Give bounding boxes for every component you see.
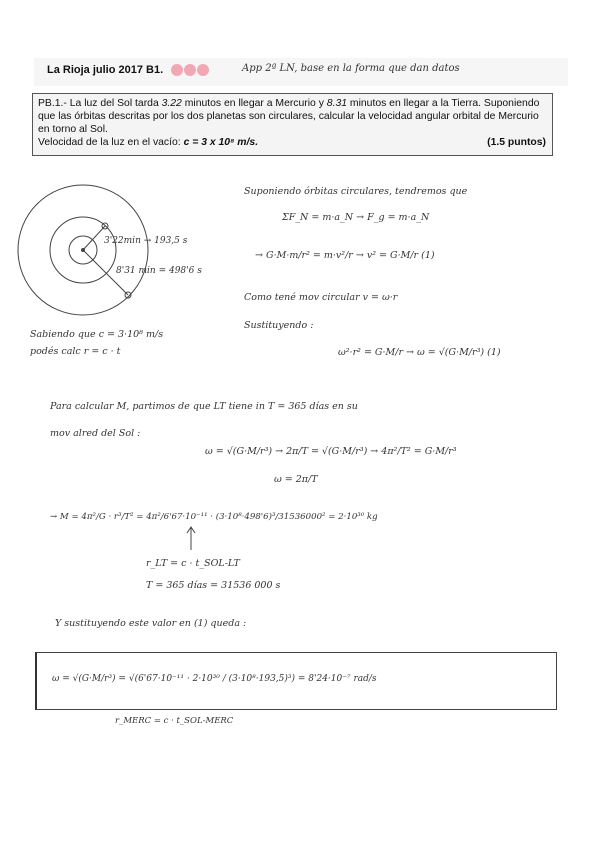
up-arrow-icon bbox=[186, 526, 196, 550]
intro-line: Suponiendo órbitas circulares, tendremos que bbox=[244, 186, 468, 197]
problem-label: PB.1.- bbox=[38, 98, 67, 109]
decor-dot-icon bbox=[197, 64, 209, 76]
problem-statement: PB.1.- La luz del Sol tarda 3.22 minutos en llegar a Mercurio y 8.31 minutos en llegar a la Tierra. Suponiendo que las órbitas descritas por los dos planetas son circulares, calcular la velocidad angular orbital de Mercurio en torno al Sol. Velocidad de la luz en el vacío: c = 3 x 10⁸ m/s. (1.5 puntos) bbox=[32, 93, 553, 156]
year-seconds: T = 365 días = 31536 000 s bbox=[146, 580, 281, 591]
time-earth: 8.31 bbox=[326, 98, 348, 109]
mov-line: mov alred del Sol : bbox=[50, 428, 141, 439]
decor-dot-icon bbox=[184, 64, 196, 76]
knowing-c: Sabiendo que c = 3·10⁸ m/s bbox=[30, 329, 164, 340]
substituting-label: Sustituyendo : bbox=[244, 320, 314, 331]
radius-earth: r_LT = c · t_SOL-LT bbox=[146, 558, 240, 569]
page-title: La Rioja julio 2017 B1. bbox=[47, 64, 164, 76]
omega-equation: ω²·r² = G·M/r → ω = √(G·M/r³) (1) bbox=[338, 347, 501, 358]
radius-formula: podés calc r = c · t bbox=[30, 346, 121, 357]
points: (1.5 puntos) bbox=[487, 137, 546, 148]
mercury-distance-label: 3'22min → 193,5 s bbox=[104, 236, 188, 246]
header-note: App 2ª LN, base en la forma que dan datos bbox=[242, 63, 460, 74]
circular-motion: Como tené mov circular v = ω·r bbox=[244, 292, 398, 303]
mass-equation: → M = 4π²/G · r³/T² = 4π²/6'67·10⁻¹¹ · (3·10⁸·498'6)³/31536000² = 2·10³⁰ kg bbox=[50, 512, 378, 522]
kepler-equation: → G·M·m/r² = m·v²/r → v² = G·M/r (1) bbox=[255, 250, 435, 261]
forces-equation: ΣF_N = m·a_N → F_g = m·a_N bbox=[282, 212, 430, 223]
decor-dot-icon bbox=[171, 64, 183, 76]
light-speed: c = 3 x 10⁸ m/s. bbox=[183, 137, 259, 148]
substitute-line: Y sustituyendo este valor en (1) queda : bbox=[55, 618, 247, 629]
radius-mercury: r_MERC = c · t_SOL-MERC bbox=[115, 716, 234, 726]
final-answer: ω = √(G·M/r³) = √(6'67·10⁻¹¹ · 2·10³⁰ / (3·10⁸·193,5)³) = 8'24·10⁻⁷ rad/s bbox=[52, 674, 377, 684]
earth-distance-label: 8'31 min = 498'6 s bbox=[116, 266, 202, 276]
para-line: Para calcular M, partimos de que LT tiene in T = 365 días en su bbox=[50, 401, 358, 412]
period-equation: ω = √(G·M/r³) → 2π/T = √(G·M/r³) → 4π²/T² = G·M/r³ bbox=[205, 446, 457, 457]
time-mercury: 3.22 bbox=[161, 98, 182, 109]
orbit-diagram bbox=[15, 182, 215, 332]
omega-definition: ω = 2π/T bbox=[274, 474, 318, 485]
